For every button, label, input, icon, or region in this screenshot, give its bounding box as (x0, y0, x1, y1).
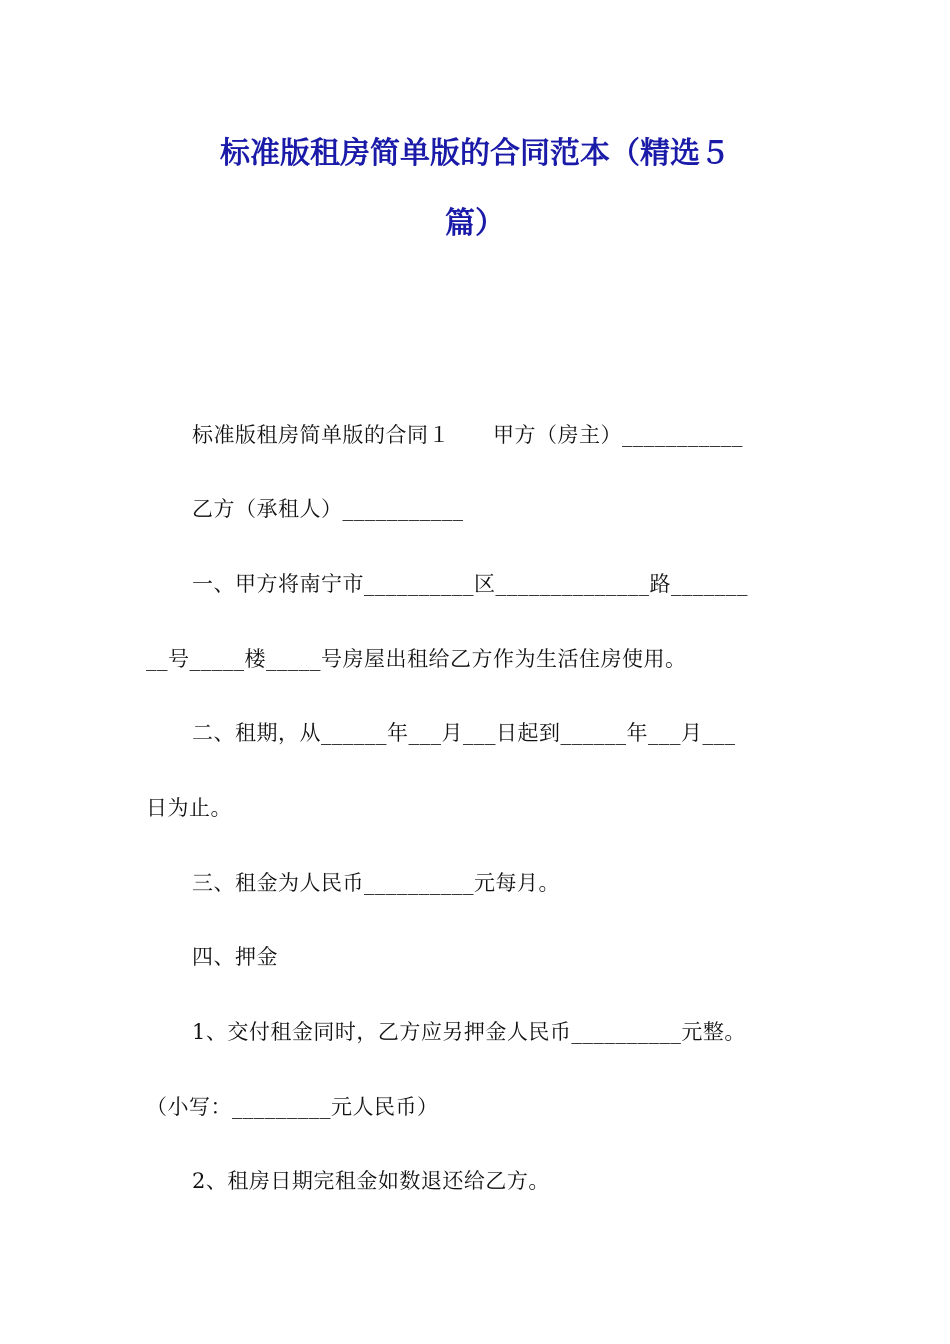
contract-heading-and-party-a: 标准版租房简单版的合同１ 甲方（房主）___________ (192, 423, 743, 447)
clause-1-line-2: __号_____楼_____号房屋出租给乙方作为生活住房使用。 (146, 647, 687, 671)
clause-4-item-1-line-2: （小写：_________元人民币） (146, 1095, 439, 1119)
clause-1-line-1: 一、甲方将南宁市__________区______________路_______ (192, 572, 748, 596)
document-title-line-1: 标准版租房简单版的合同范本（精选５ (220, 136, 730, 171)
clause-3-line: 三、租金为人民币__________元每月。 (192, 871, 560, 895)
clause-4-item-1-line-1: 1、交付租金同时，乙方应另押金人民币__________元整。 (192, 1020, 746, 1044)
clause-2-line-2: 日为止。 (146, 796, 232, 820)
document-title-line-2: 篇） (445, 206, 505, 241)
clause-4-heading: 四、押金 (192, 945, 278, 969)
clause-4-item-2-line: 2、租房日期完租金如数退还给乙方。 (192, 1169, 550, 1193)
clause-2-line-1: 二、租期，从______年___月___日起到______年___月___ (192, 721, 736, 745)
party-b-line: 乙方（承租人）___________ (192, 497, 464, 521)
